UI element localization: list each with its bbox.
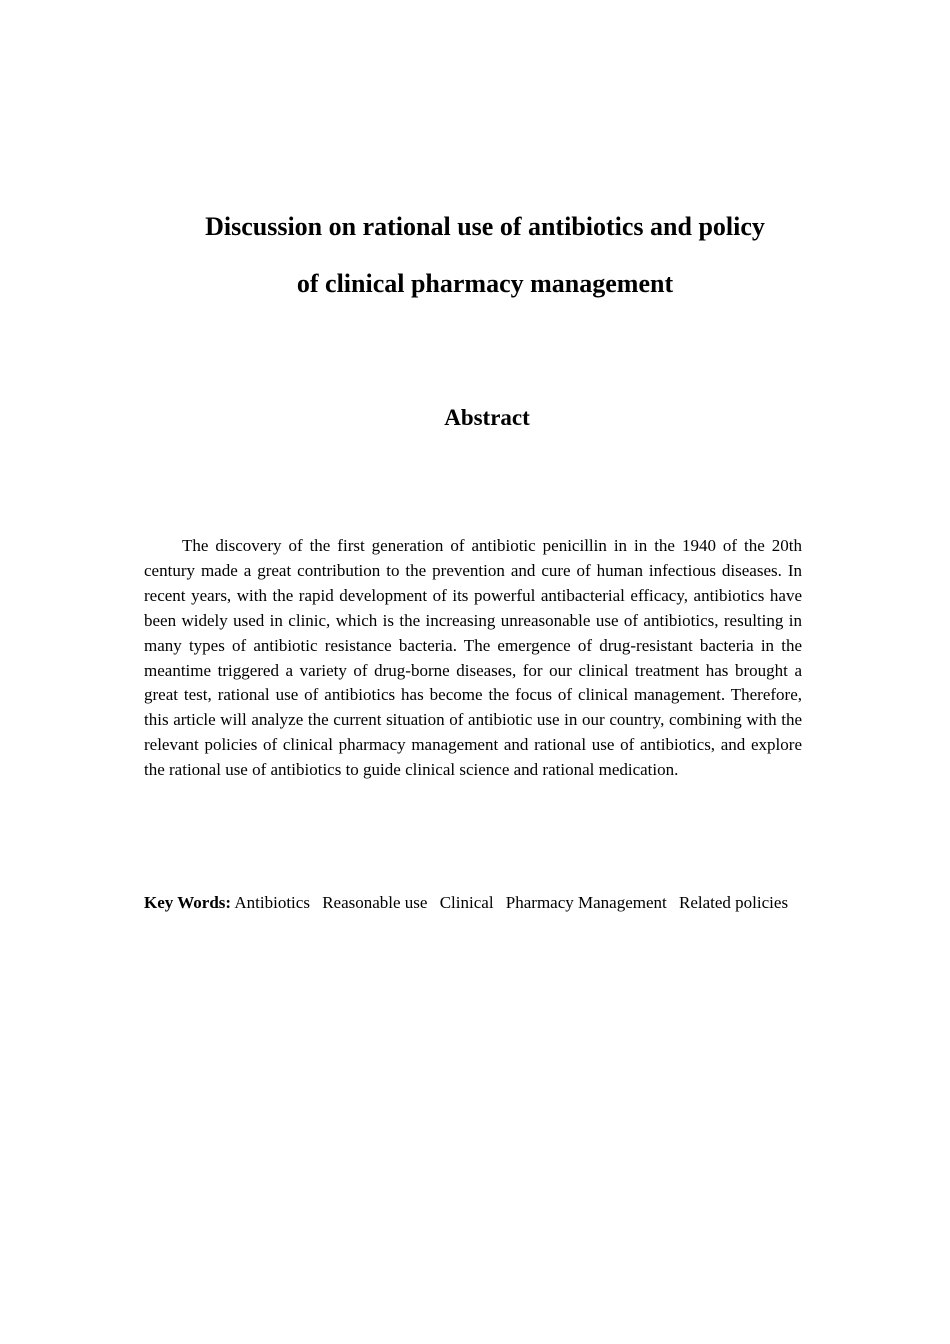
abstract-body: The discovery of the first generation of antibiotic penicillin in in the 1940 of the 20th century made a great contribution to the prevention and cure of human infectious diseases. In recent years, with the rapid development of its powerful antibacterial efficacy, antibiotics have been widely used in clinic, which is the increasing unreasonable use of antibiotics, resulting in many types of antibiotic resistance bacteria. The emergence of drug-resistant bacteria in the meantime triggered a variety of drug-borne diseases, for our clinical treatment has brought a great test, rational use of antibiotics has become the focus of clinical management. Therefore, this article will analyze the current situation of antibiotic use in our country, combining with the relevant policies of clinical pharmacy management and rational use of antibiotics, and explore the rational use of antibiotics to guide clinical science and rational medication.: [144, 536, 802, 780]
keywords-label: Key Words:: [144, 893, 232, 912]
title-line-2: of clinical pharmacy management: [296, 269, 674, 298]
keyword-item: Pharmacy Management: [505, 893, 667, 912]
abstract-heading: Abstract: [444, 405, 530, 430]
title-line-1: Discussion on rational use of antibiotics and policy: [205, 212, 765, 241]
keyword-item: Clinical: [439, 893, 494, 912]
keyword-item: Related policies: [679, 893, 789, 912]
keywords-line: [144, 888, 802, 917]
keyword-item: Reasonable use: [322, 893, 428, 912]
keyword-item: Antibiotics: [234, 893, 310, 912]
paper-title: [120, 198, 850, 312]
